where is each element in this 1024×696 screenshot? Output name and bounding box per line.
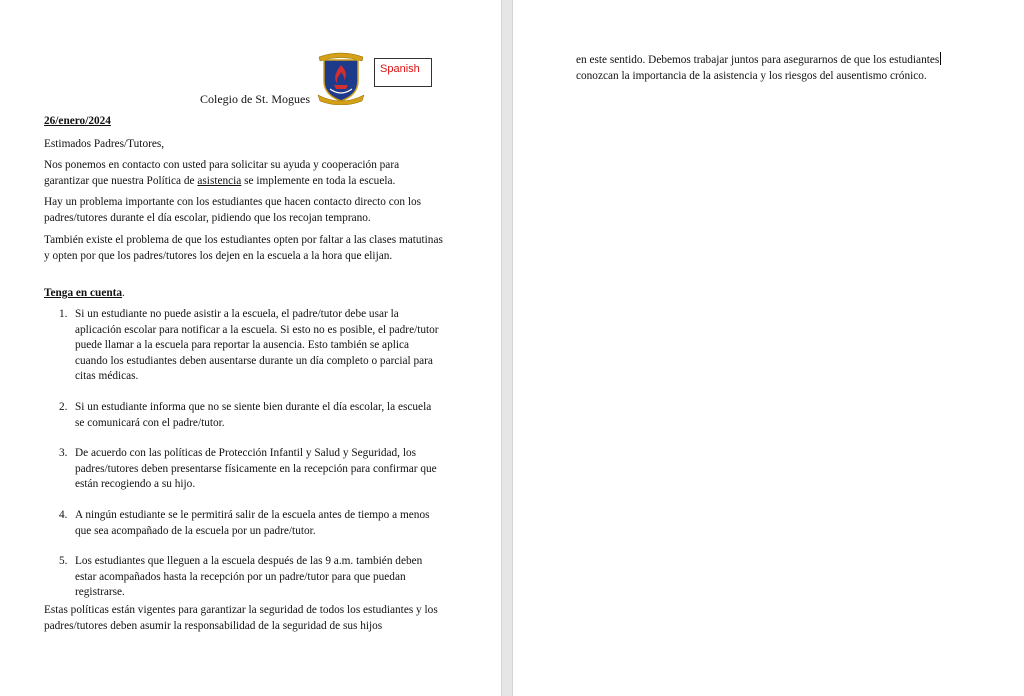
list-item-number: 3. (59, 447, 68, 460)
list-item (44, 400, 439, 431)
note-heading-punct: . (122, 287, 125, 299)
continuation-line-2: conozcan la importancia de la asistencia y los riesgos del ausentismo crónico. (576, 69, 927, 82)
list-item-text: De acuerdo con las políticas de Protección Infantil y Salud y Seguridad, los padres/tutores deben presentarse físicamente en la recepción para confirmar que están recogiendo a su hijo. (75, 447, 437, 491)
language-label: Spanish (380, 63, 420, 75)
paragraph-2: Hay un problema importante con los estudiantes que hacen contacto directo con los padres/tutores durante el día escolar, pidiendo que los recojan temprano. (44, 196, 422, 224)
policy-list (44, 307, 439, 616)
list-item (44, 554, 439, 601)
paragraph-1 (44, 158, 444, 189)
list-item-text: A ningún estudiante se le permitirá salir de la escuela antes de tiempo a menos que sea acompañado de la escuela por un padre/tutor. (75, 508, 430, 537)
attendance-underlined-word: asistencia (197, 174, 242, 187)
list-item-text: Si un estudiante informa que no se siente bien durante el día escolar, la escuela se comunicará con el padre/tutor. (75, 400, 432, 429)
note-heading-text: Tenga en cuenta (44, 287, 123, 299)
text-cursor (940, 52, 941, 65)
paragraph-1-end: se implemente en toda la escuela. (241, 174, 396, 187)
paragraph-1-start: Nos ponemos en contacto con usted para solicitar su ayuda y cooperación para garantizar que nuestra Política de (44, 159, 400, 187)
closing-paragraph: Estas políticas están vigentes para garantizar la seguridad de todos los estudiantes y los padres/tutores deben asumir la responsabilidad de la seguridad de sus hijos (44, 604, 438, 632)
language-label-box (374, 58, 432, 87)
list-item (44, 508, 439, 539)
list-item-text: Si un estudiante no puede asistir a la escuela, el padre/tutor debe usar la aplicación escolar para notificar a la escuela. Si esto no es posible, el padre/tutor puede llamar a la escuela para reportar la ausencia. Esto también se aplica cuando los estudiantes deben ausentarse durante un día completo o parcial para citas médicas. (75, 308, 439, 383)
school-name: Colegio de St. Mogues (200, 92, 310, 106)
paragraph-3: También existe el problema de que los estudiantes opten por faltar a las clases matutinas y opten por que los padres/tutores los dejen en la escuela a la hora que elijan. (44, 234, 443, 262)
list-item (44, 446, 439, 493)
list-item-number: 1. (59, 308, 68, 320)
letter-date: 26/enero/2024 (44, 115, 111, 127)
list-item-number: 2. (59, 400, 68, 413)
school-crest-logo (316, 51, 366, 105)
list-item-number: 4. (59, 508, 68, 521)
list-item-number: 5. (59, 555, 68, 568)
note-heading (44, 286, 444, 302)
letter-greeting: Estimados Padres/Tutores, (44, 138, 165, 150)
continuation-paragraph[interactable] (576, 52, 981, 84)
list-item-text: Los estudiantes que lleguen a la escuela después de las 9 a.m. también deben estar acompañados hasta la recepción por un padre/tutor para que puedan registrarse. (75, 555, 423, 599)
document-page-left (0, 0, 501, 696)
page-gutter (501, 0, 513, 696)
document-page-right[interactable] (513, 0, 1024, 696)
list-item (44, 307, 439, 385)
continuation-line-1: en este sentido. Debemos trabajar juntos para asegurarnos de que los estudiantes (576, 54, 940, 66)
